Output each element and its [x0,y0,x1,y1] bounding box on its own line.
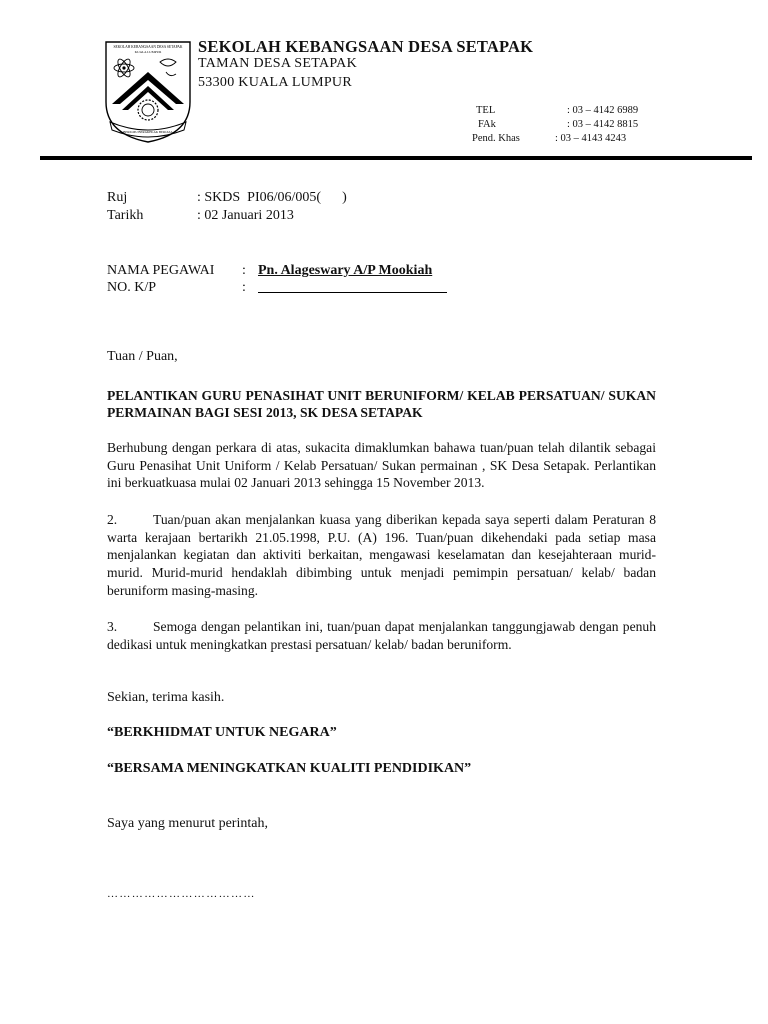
header-divider [40,156,752,160]
paragraph-3 [107,618,656,653]
nama-pegawai-label: NAMA PEGAWAI [107,263,215,278]
svg-text:SEKOLAH KEBANGSAAN DESA SETAPA: SEKOLAH KEBANGSAAN DESA SETAPAK [113,45,183,49]
fax-label: FAk [478,119,496,130]
paragraph-2-number: 2. [107,512,118,527]
nama-pegawai-colon: : [242,263,246,278]
letter-subject: PELANTIKAN GURU PENASIHAT UNIT BERUNIFORM/ KELAB PERSATUAN/ SUKAN PERMAINAN BAGI SESI 2013, SK DESA SETAPAK [107,388,656,420]
no-kp-blank-line [258,292,447,293]
closing-thanks: Sekian, terima kasih. [107,690,225,705]
paragraph-2 [107,511,656,600]
motto-2: “BERSAMA MENINGKATKAN KUALITI PENDIDIKAN” [107,761,472,776]
paragraph-2-text: Tuan/puan akan menjalankan kuasa yang diberikan kepada saya seperti dalam Peraturan 8 warta kerajaan bertarikh 21.05.1998, P.U. (A) 196. Tuan/puan dikehendaki pada setiap masa menjalankan kegiatan dan aktiviti berkaitan, mengawasi keselamatan dan kesejahteraan murid-murid. Murid-murid hendaklah dibimbing untuk menjadi pemimpin persatuan/ kelab/ badan beruniform masing-masing. [107,512,656,598]
svg-text:KUALA LUMPUR: KUALA LUMPUR [134,50,162,54]
tel-label: TEL [476,105,496,116]
signature-line: ……………………………… [107,888,256,900]
fax-value: : 03 – 4142 8815 [567,119,639,130]
school-name: SEKOLAH KEBANGSAAN DESA SETAPAK [198,37,534,56]
paragraph-1: Berhubung dengan perkara di atas, sukacita dimaklumkan bahawa tuan/puan telah dilantik sebagai Guru Penasihat Unit Uniform / Kelab Persatuan/ Sukan permainan , SK Desa Setapak. Perlantikan ini berkuatkuasa mulai 02 Januari 2013 sehingga 15 November 2013. [107,440,656,491]
ruj-label: Ruj [107,190,128,205]
sign-off: Saya yang menurut perintah, [107,816,268,831]
tarikh-value: : 02 Januari 2013 [197,208,294,223]
pend-khas-value: : 03 – 4143 4243 [555,133,627,144]
svg-text:BERILMU BERAKHLAK BERJASA: BERILMU BERAKHLAK BERJASA [123,130,173,134]
address-line-1: TAMAN DESA SETAPAK [198,56,357,71]
tarikh-label: Tarikh [107,208,144,223]
pend-khas-label: Pend. Khas [472,133,520,144]
address-line-2: 53300 KUALA LUMPUR [198,75,352,90]
ruj-value: : SKDS PI06/06/005( ) [197,190,347,205]
school-crest-logo [100,38,196,144]
no-kp-colon: : [242,280,246,295]
paragraph-3-number: 3. [107,619,118,634]
tel-value: : 03 – 4142 6989 [567,105,639,116]
no-kp-label: NO. K/P [107,280,157,295]
nama-pegawai-value: Pn. Alageswary A/P Mookiah [258,263,433,278]
paragraph-3-text: Semoga dengan pelantikan ini, tuan/puan dapat menjalankan tanggungjawab dengan penuh dedikasi untuk meningkatkan prestasi persatuan/ kelab/ badan beruniform. [107,619,656,652]
salutation: Tuan / Puan, [107,349,178,364]
motto-1: “BERKHIDMAT UNTUK NEGARA” [107,725,337,740]
